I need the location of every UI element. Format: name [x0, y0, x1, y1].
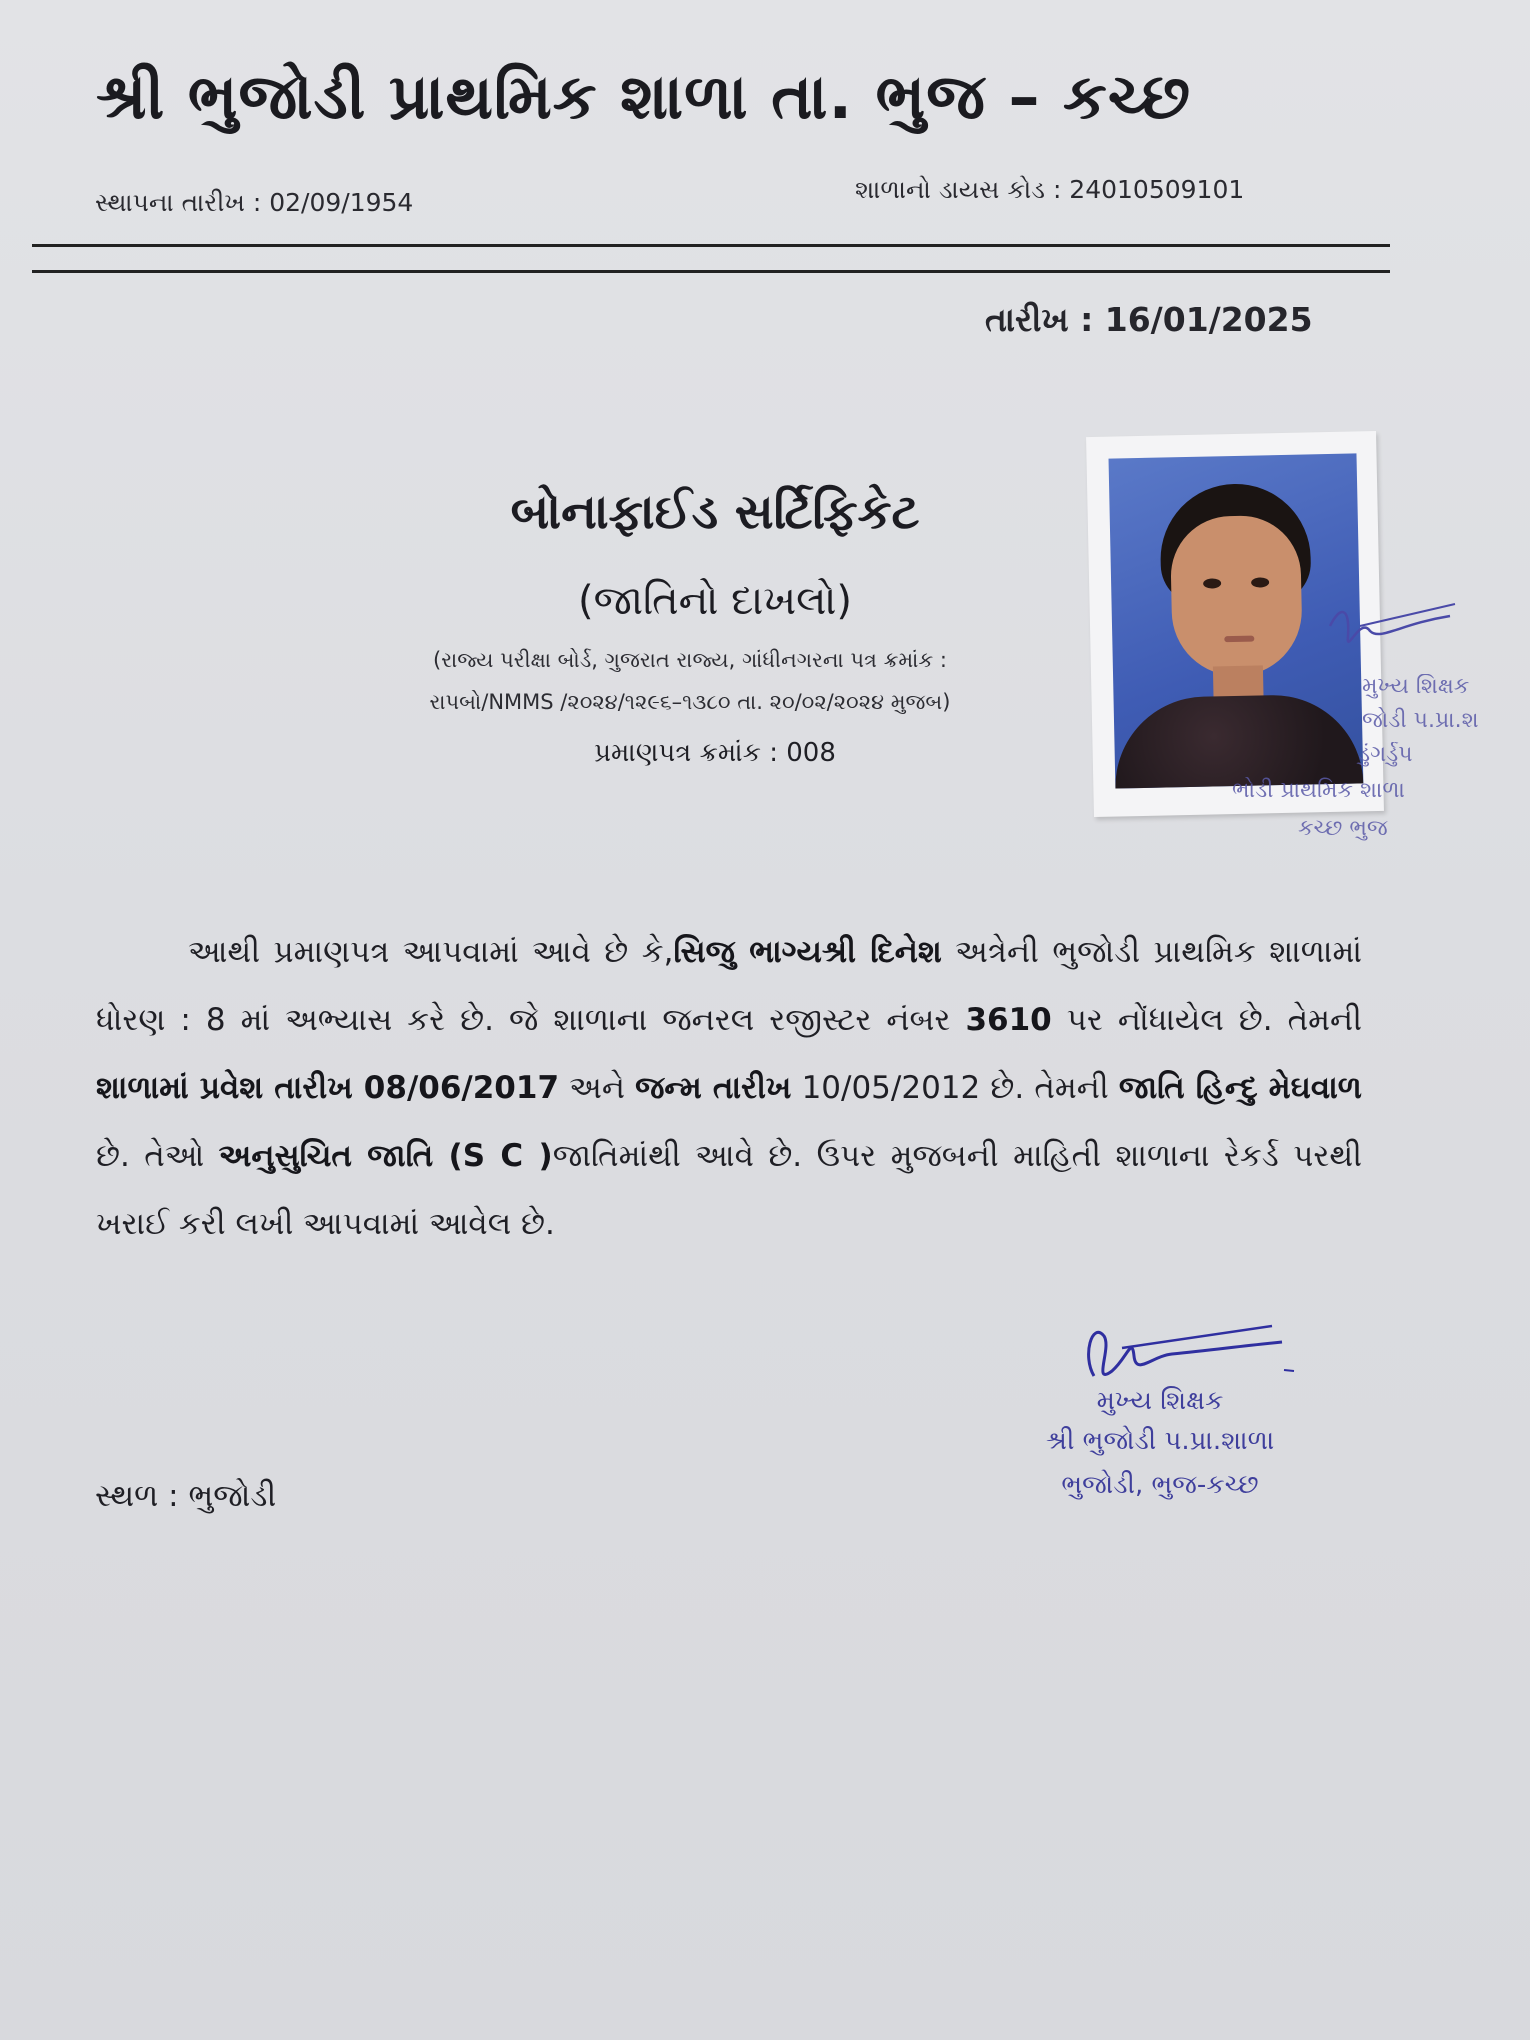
birth-date-label: જન્મ તારીખ — [635, 1070, 792, 1106]
birth-date: 10/05/2012 — [801, 1070, 981, 1106]
signatory-place: ભુજોડી, ભુજ-કચ્છ — [1061, 1470, 1259, 1500]
body-they: છે. તેઓ — [96, 1138, 219, 1174]
student-name: સિજુ ભાગ્યશ્રી દિનેશ — [673, 934, 942, 970]
body-intro: આથી પ્રમાણપત્ર આપવામાં આવે છે કે, — [188, 934, 674, 970]
body-their: છે. તેમની — [980, 1070, 1119, 1106]
photo-stamp-line-3: ડુંગર્ડુપ — [1358, 742, 1413, 767]
certificate-title: બોનાફાઈડ સર્ટિફિકેટ — [510, 484, 920, 540]
dise-code: શાળાનો ડાયસ કોડ : 24010509101 — [855, 175, 1245, 204]
school-name-heading: શ્રી ભુજોડી પ્રાથમિક શાળા તા. ભુજ – કચ્છ — [96, 60, 1191, 133]
signatory-title: મુખ્ય શિક્ષક — [1096, 1386, 1224, 1416]
signatory-school: શ્રી ભુજોડી પ.પ્રા.શાળા — [1045, 1426, 1275, 1456]
admission-date: શાળામાં પ્રવેશ તારીખ 08/06/2017 — [96, 1070, 560, 1106]
certificate-subtitle: (જાતિનો દાખલો) — [577, 578, 852, 624]
category: અનુસુચિત જાતિ (S C ) — [218, 1138, 553, 1174]
photo-stamp-line-1: મુખ્ય શિક્ષક — [1362, 674, 1470, 699]
photo-mouth — [1224, 636, 1254, 643]
body-school-standard: અત્રેની ભુજોડી પ્રાથમિક શાળામાં ધોરણ : 8 માં અભ્યાસ કરે છે. જે શાળાના જનરલ રજીસ્ટર નંબર — [96, 934, 1362, 1038]
register-number: 3610 — [965, 1002, 1052, 1038]
place-of-issue: સ્થળ : ભુજોડી — [95, 1478, 277, 1514]
header-divider-bottom — [32, 270, 1390, 273]
certificate-number: પ્રમાણપત્ર ક્રમાંક : 008 — [594, 738, 836, 768]
caste: જાતિ હિન્દુ મેઘવાળ — [1118, 1070, 1362, 1106]
certificate-body — [96, 918, 1362, 1258]
reference-line-2: રાપબો/NMMS /૨૦૨૪/૧૨૯૬–૧૩૮૦ તા. ૨૦/૦૨/૨૦૨૪ મુજબ) — [429, 690, 951, 714]
photo-stamp-line-4: ભોડી પ્રાથમિક શાળા — [1232, 778, 1405, 803]
body-closing: જાતિમાંથી આવે છે. ઉપર મુજબની માહિતી શાળાના રેકર્ડ પરથી ખરાઈ કરી લખી આપવામાં આવેલ છે. — [96, 1138, 1363, 1242]
photo-dress — [1114, 693, 1364, 788]
body-and: અને — [559, 1070, 636, 1106]
photo-signature-icon — [1320, 596, 1460, 676]
photo-stamp-line-5: કચ્છ ભુજ — [1298, 816, 1388, 841]
reference-line-1: (રાજ્ય પરીક્ષા બોર્ડ, ગુજરાત રાજ્ય, ગાંધીનગરના પત્ર ક્રમાંક : — [433, 648, 947, 672]
photo-face — [1170, 515, 1303, 678]
header-divider-top — [32, 244, 1390, 247]
photo-stamp-line-2: જોડી પ.પ્રા.શ — [1362, 708, 1479, 733]
established-date: સ્થાપના તારીખ : 02/09/1954 — [95, 188, 414, 217]
body-registered: પર નોંધાયેલ છે. તેમની — [1051, 1002, 1362, 1038]
issue-date: તારીખ : 16/01/2025 — [985, 300, 1313, 339]
